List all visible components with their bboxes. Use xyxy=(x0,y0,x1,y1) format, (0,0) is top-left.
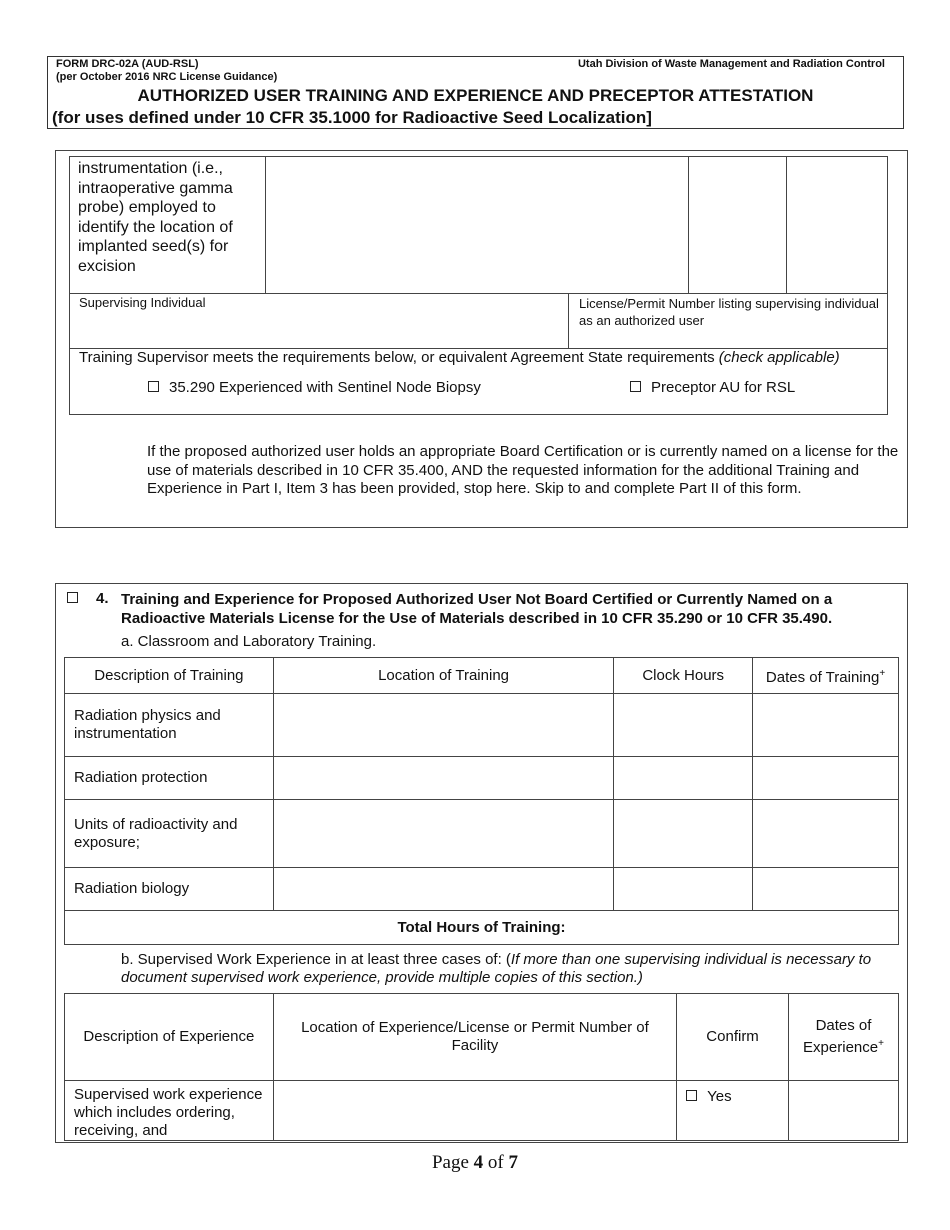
part-b-instruction: If more than one supervising individual is necessary to document supervised work experience, provide multiple copies of this section.) xyxy=(121,951,872,986)
form-header xyxy=(47,56,904,129)
instrumentation-table xyxy=(69,156,888,294)
option-sentinel-node[interactable] xyxy=(148,379,481,396)
row-label: Units of radioactivity and exposure; xyxy=(65,800,274,868)
column-header: Clock Hours xyxy=(614,658,753,694)
license-permit-field[interactable]: License/Permit Number listing supervising individual as an authorized user xyxy=(579,296,879,328)
dagger-mark: + xyxy=(878,1038,884,1049)
total-row xyxy=(65,911,899,945)
form-id: FORM DRC-02A (AUD-RSL) xyxy=(56,58,199,70)
location-cell[interactable] xyxy=(273,868,613,911)
divider xyxy=(568,294,569,348)
confirm-cell[interactable] xyxy=(677,1081,789,1141)
supervised-experience-subheading xyxy=(121,951,891,987)
experience-table xyxy=(64,993,899,1141)
supervising-individual-box xyxy=(69,293,888,415)
location-cell[interactable] xyxy=(273,1081,676,1141)
table-row xyxy=(65,694,899,757)
instrumentation-cell xyxy=(70,157,266,294)
option-label: Preceptor AU for RSL xyxy=(651,379,796,396)
instrumentation-text: instrumentation (i.e., intraoperative gamma probe) employed to identify the location of implanted seed(s) for excision xyxy=(78,160,233,275)
location-cell[interactable] xyxy=(273,757,613,800)
table-row xyxy=(65,757,899,800)
requirements-label: Training Supervisor meets the requirements below, or equivalent Agreement State requirements xyxy=(79,349,719,366)
location-cell[interactable] xyxy=(273,800,613,868)
section-number: 4. xyxy=(96,590,109,607)
form-title: AUTHORIZED USER TRAINING AND EXPERIENCE AND PRECEPTOR ATTESTATION xyxy=(137,86,814,105)
hours-input-cell[interactable] xyxy=(689,157,787,294)
column-header: Location of Training xyxy=(273,658,613,694)
dates-cell[interactable] xyxy=(753,800,899,868)
yes-label: Yes xyxy=(707,1088,732,1105)
classroom-training-table xyxy=(64,657,899,945)
part-b-lead: b. Supervised Work Experience in at least three cases of: ( xyxy=(121,951,511,968)
guidance-note: (per October 2016 NRC License Guidance) xyxy=(56,71,278,83)
dates-cell[interactable] xyxy=(753,868,899,911)
section-4-checkbox[interactable] xyxy=(67,592,78,603)
column-header: Location of Experience/License or Permit Number of Facility xyxy=(273,994,676,1081)
table-header-row xyxy=(65,994,899,1081)
option-label: 35.290 Experienced with Sentinel Node Biopsy xyxy=(169,379,481,396)
section-4-title: Training and Experience for Proposed Authorized User Not Board Certified or Currently Named on a Radioactive Materials License for the Use of Materials described in 10 CFR 35.290 or 10 CFR 35.490. xyxy=(121,591,833,627)
column-header-label: Dates of Training xyxy=(765,668,880,686)
page-number xyxy=(0,1152,950,1174)
dagger-mark: + xyxy=(879,667,886,679)
current-page: 4 xyxy=(473,1152,484,1173)
hours-cell[interactable] xyxy=(614,868,753,911)
requirements-text xyxy=(79,349,840,366)
hours-cell[interactable] xyxy=(614,800,753,868)
form-subtitle: (for uses defined under 10 CFR 35.1000 for Radioactive Seed Localization] xyxy=(52,108,652,127)
column-header: Description of Training xyxy=(65,658,274,694)
row-label: Radiation physics and instrumentation xyxy=(65,694,274,757)
column-header xyxy=(753,658,899,694)
of-label: of xyxy=(483,1152,509,1173)
hours-cell[interactable] xyxy=(614,757,753,800)
yes-checkbox[interactable] xyxy=(686,1090,697,1101)
total-hours-label: Total Hours of Training: xyxy=(65,911,899,945)
agency-name: Utah Division of Waste Management and Radiation Control xyxy=(577,58,885,70)
hours-cell[interactable] xyxy=(614,694,753,757)
column-header-label: Dates of Experience xyxy=(803,1017,879,1056)
table-row xyxy=(65,800,899,868)
dates-cell[interactable] xyxy=(753,694,899,757)
option-preceptor[interactable] xyxy=(630,379,795,396)
dates-input-cell[interactable] xyxy=(787,157,888,294)
dates-cell[interactable] xyxy=(753,757,899,800)
dates-cell[interactable] xyxy=(789,1081,899,1141)
board-certification-note: If the proposed authorized user holds an appropriate Board Certification or is currently named on a license for the use of materials described in 10 CFR 35.400, AND the requested information for the additional Training and Experience in Part I, Item 3 has been provided, stop here. Skip to and complete Part II of this form. xyxy=(147,443,899,497)
checkbox[interactable] xyxy=(148,381,159,392)
table-row xyxy=(65,868,899,911)
column-header xyxy=(789,994,899,1081)
column-header: Description of Experience xyxy=(65,994,274,1081)
checkbox[interactable] xyxy=(630,381,641,392)
classroom-subheading: a. Classroom and Laboratory Training. xyxy=(121,633,377,650)
column-header: Confirm xyxy=(677,994,789,1081)
table-row xyxy=(65,1081,899,1141)
location-cell[interactable] xyxy=(273,694,613,757)
requirements-note: (check applicable) xyxy=(718,349,840,366)
table-header-row xyxy=(65,658,899,694)
page-label: Page xyxy=(431,1152,474,1173)
row-label: Radiation protection xyxy=(65,757,274,800)
row-label: Supervised work experience which includes ordering, receiving, and xyxy=(65,1081,274,1141)
supervising-individual-field[interactable]: Supervising Individual xyxy=(79,295,206,310)
location-input-cell[interactable] xyxy=(265,157,688,294)
row-label: Radiation biology xyxy=(65,868,274,911)
total-pages: 7 xyxy=(508,1152,518,1173)
